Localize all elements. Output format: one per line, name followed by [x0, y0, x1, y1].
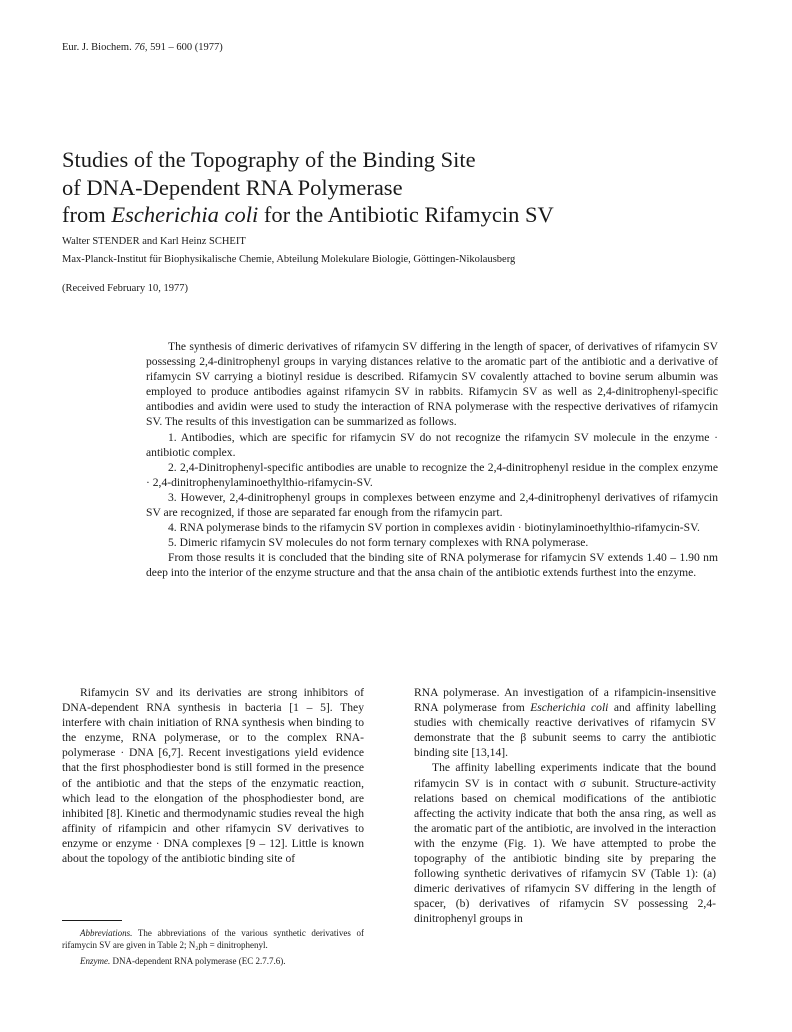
- footnote-text: DNA-dependent RNA polymerase (EC 2.7.7.6).: [110, 956, 286, 966]
- body-paragraph: The affinity labelling experiments indicate that the bound rifamycin SV is in contact with σ subunit. Structure-activity relations based on chemical modifications of the antibiotic affecting the activity indicate that both the ansa ring, as well as the aromatic part of the antibiotic, are involved in the interaction with the enzyme (Fig. 1). We have attempted to probe the topography of the antibiotic binding site by preparing the following synthetic derivatives of rifamycin SV (Table 1): (a) dimeric derivatives of rifamycin SV differing in the length of spacer, (b) derivatives of rifamycin SV possessing 2,4-dinitrophenyl groups in: [414, 761, 716, 926]
- journal-name: Eur. J. Biochem.: [62, 42, 132, 53]
- abstract-paragraph: 1. Antibodies, which are specific for rifamycin SV do not recognize the rifamycin SV molecule in the enzyme · antibiotic complex.: [146, 430, 718, 459]
- abstract-paragraph: 4. RNA polymerase binds to the rifamycin SV portion in complexes avidin · biotinylaminoethylthio-rifamycin-SV.: [168, 521, 700, 535]
- body-column-left: [62, 685, 364, 866]
- body-paragraph: [414, 685, 716, 760]
- abstract: [146, 339, 718, 581]
- title-species: Escherichia coli: [111, 202, 259, 227]
- title-line-2: of DNA-Dependent RNA Polymerase: [62, 174, 403, 200]
- body-species: Escherichia coli: [530, 701, 609, 715]
- body-paragraph: Rifamycin SV and its derivaties are strong inhibitors of DNA-dependent RNA synthesis in bacteria [1 – 5]. They interfere with chain initiation of RNA synthesis when binding to the enzyme, RNA polymerase, or to the complex RNA-polymerase · DNA [6,7]. Recent investigations yield evidence that the first phosphodiester bond is still formed in the presence of the antibiotic and that the steps of the enzymatic reaction, which lead to the elongation of the phosphodiester bond, are inhibited [8]. Kinetic and thermodynamic studies reveal the high affinity of rifampicin and other rifamycin SV derivatives to enzyme or enzyme · DNA complexes [9 – 12]. Little is known about the topology of the antibiotic binding site of: [62, 686, 364, 866]
- title-line-3-pre: from: [62, 202, 112, 227]
- body-column-right: [414, 685, 716, 927]
- title-line-1: Studies of the Topography of the Binding Site: [62, 147, 476, 172]
- title-line-3-post: for the Antibiotic Rifamycin SV: [258, 202, 554, 227]
- journal-citation: [62, 42, 223, 53]
- body-text: RNA polymerase. An investigation of a rifampicin-insensitive RNA polymerase from: [414, 686, 716, 715]
- footnote-abbreviations: [62, 927, 364, 951]
- abstract-paragraph: From those results it is concluded that the binding site of RNA polymerase for rifamycin SV extends 1.40 – 1.90 nm deep into the interior of the enzyme structure and that the ansa chain of the antibiotic extends furthest into the enzyme.: [146, 551, 718, 580]
- footnote-enzyme: [62, 955, 364, 967]
- footnote-label: Enzyme.: [80, 956, 111, 966]
- paper-title: [62, 146, 722, 229]
- footnote-text: The abbreviations of the various synthetic derivatives of rifamycin SV are given in Table 2; N₂ph = dinitrophenyl.: [62, 928, 364, 950]
- abstract-paragraph: 5. Dimeric rifamycin SV molecules do not form ternary complexes with RNA polymerase.: [168, 536, 589, 550]
- affiliation: Max-Planck-Institut für Biophysikalische Chemie, Abteilung Molekulare Biologie, Göttingen-Nikolausberg: [62, 254, 516, 265]
- footnote-divider: [62, 920, 122, 921]
- footnote-label: Abbreviations.: [80, 928, 133, 938]
- authors: Walter STENDER and Karl Heinz SCHEIT: [62, 236, 246, 247]
- journal-volume: 76: [134, 42, 145, 53]
- abstract-paragraph: 3. However, 2,4-dinitrophenyl groups in complexes between enzyme and 2,4-dinitrophenyl derivatives of rifamycin SV are recognized, if those are separated far enough from the rifamycin part.: [146, 490, 718, 520]
- received-date: (Received February 10, 1977): [62, 283, 188, 294]
- abstract-paragraph: 2. 2,4-Dinitrophenyl-specific antibodies are unable to recognize the 2,4-dinitrophenyl residue in the complex enzyme · 2,4-dinitrophenylaminoethylthio-rifamycin-SV.: [146, 460, 718, 489]
- journal-pages: , 591 – 600 (1977): [144, 42, 223, 53]
- footnotes: [62, 927, 364, 971]
- abstract-paragraph: The synthesis of dimeric derivatives of rifamycin SV differing in the length of spacer, of derivatives of rifamycin SV possessing 2,4-dinitrophenyl groups in varying distances relative to the aromatic part of the antibiotic and a derivative of rifamycin SV carrying a biotinyl residue is described. Rifamycin SV covalently attached to bovine serum albumin was employed to produce antibodies against rifamycin SV in rabbits. Rifamycin SV as well as 2,4-dinitrophenyl-specific antibodies and avidin were used to study the interaction of RNA polymerase with the respective derivatives of rifamycin SV. The results of this investigation can be summarized as follows.: [146, 340, 718, 429]
- body-text: and affinity labelling studies with chemically reactive derivatives of rifamycin SV demonstrate that the β subunit seems to carry the antibiotic binding site [13,14].: [414, 701, 716, 760]
